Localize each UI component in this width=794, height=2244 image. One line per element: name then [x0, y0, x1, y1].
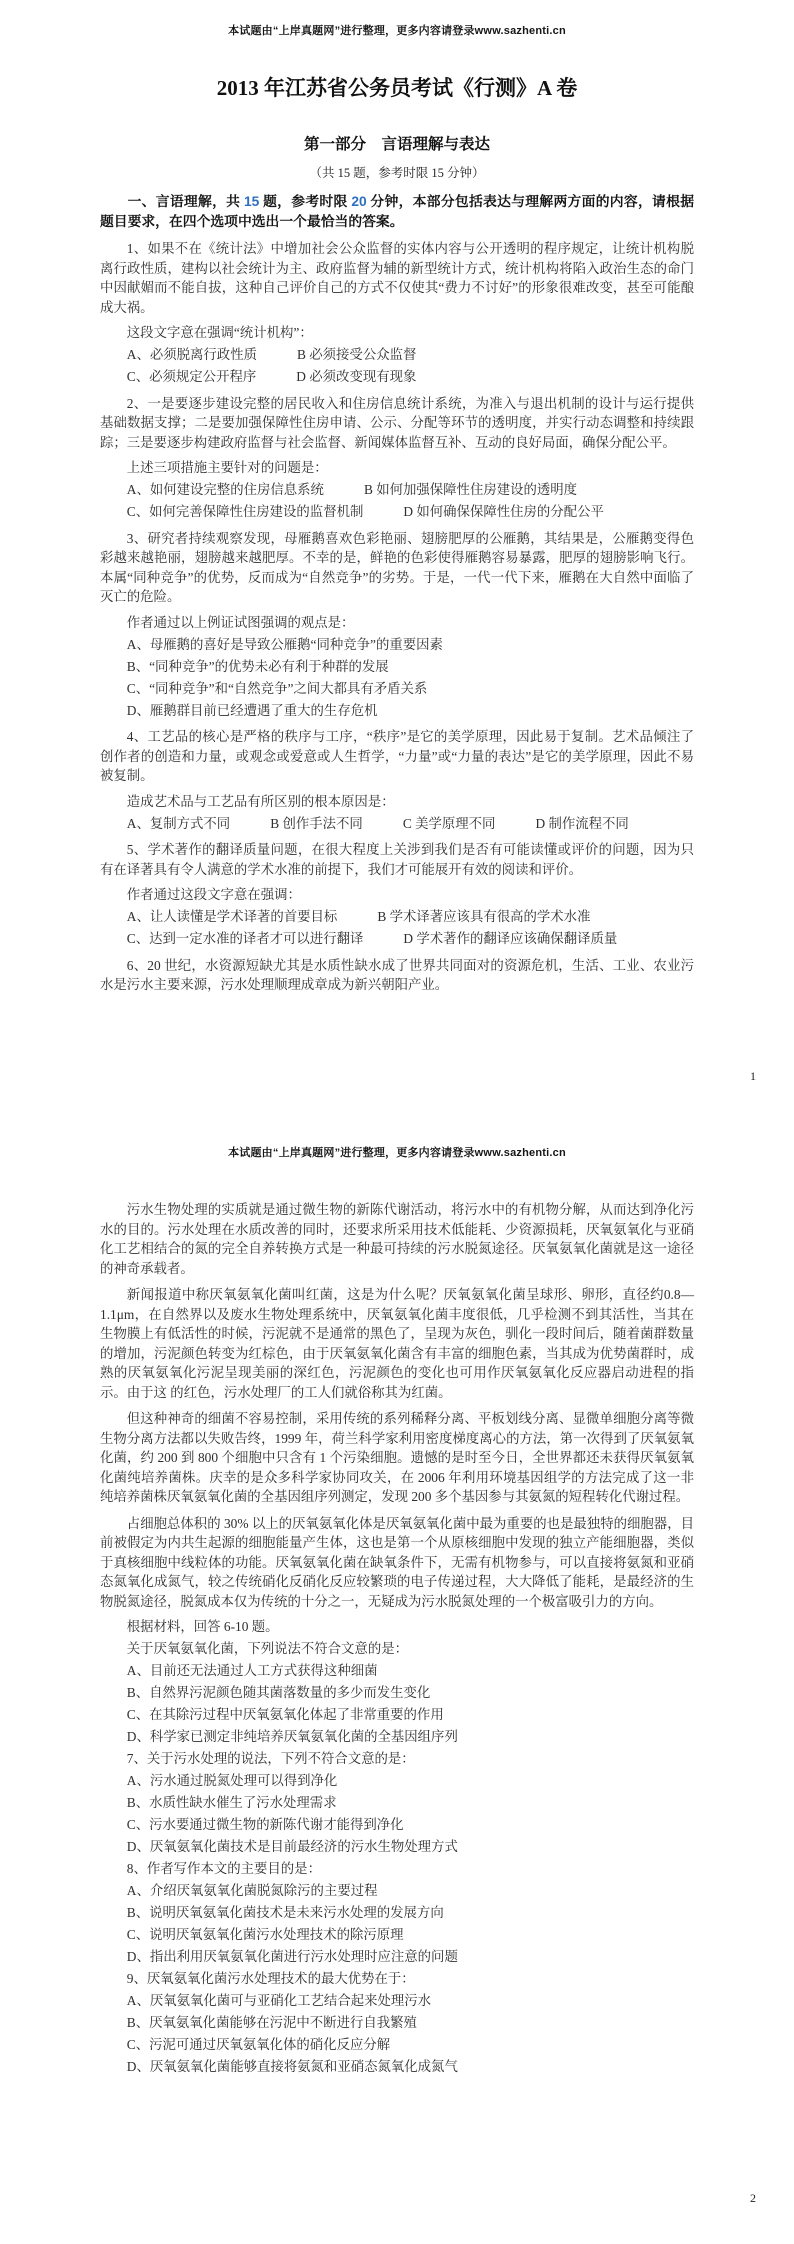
option-line: C、“同种竞争”和“自然竞争”之间大都具有矛盾关系: [126, 680, 428, 696]
prompt-line: 7、关于污水处理的说法，下列不符合文意的是：: [126, 1751, 415, 1766]
option-item: B 学术译著应该具有很高的学术水准: [377, 909, 591, 924]
option-item: A、如何建设完整的住房信息系统: [126, 482, 324, 497]
section-time-note: （共 15 题，参考时限 15 分钟）: [309, 166, 485, 180]
option-item: C、达到一定水准的译者才可以进行翻译: [126, 931, 364, 946]
option-line: B、“同种竞争”的优势未必有利于种群的发展: [126, 658, 389, 674]
question-paragraph: 新闻报道中称厌氧氨氧化菌叫红菌，这是为什么呢？厌氧氨氧化菌呈球形、卵形，直径约0.8—1.1μm，在自然界以及废水生物处理系统中，厌氧氨氧化菌丰度很低，几乎检测不到其活性，当其在生物膜上有低活性的时候，污泥就不是通常的黑色了，呈现为灰色，驯化一段时间后，随着菌群数量的增加，污泥颜色转变为红棕色，由于厌氧氨氧化菌含有丰富的细胞色素，当其成为优势菌群时，成熟的厌氧氨氧化污泥呈现美丽的深红色，污泥颜色的变化也可用作厌氧氨氧化反应器启动进程的指示。由于这 的红色，污水处理厂的工人们就俗称其为红菌。: [100, 1287, 694, 1400]
option-item: C、必须规定公开程序: [126, 369, 257, 384]
option-line: C、污泥可通过厌氧氨氧化体的硝化反应分解: [126, 2037, 391, 2052]
option-line: B、说明厌氧氨氧化菌技术是未来污水处理的发展方向: [126, 1905, 444, 1920]
instruction-text: 分钟，本部分包括表达与理解两方面的内容，请根据题目要求，在四个选项中选出一个最恰当的答案。: [100, 194, 694, 229]
question-paragraph: 但这种神奇的细菌不容易控制，采用传统的系列稀释分离、平板划线分离、显微单细胞分离等微生物分离方法都以失败告终，1999 年，荷兰科学家利用密度梯度离心的方法，第一次得到了厌氧氨氧化菌，约 200 到 800 个细胞中只含有 1 个污染细胞。遗憾的是时至今日，全世界都还未获得厌氧氨氧化菌纯培养菌株。庆幸的是众多科学家协同攻关，在 2006 年利用环境基因组学的方法完成了这一非纯培养菌株厌氧氨氧化菌的全基因组序列测定，发现 200 多个基因参与其氨氮的短程转化代谢过程。: [100, 1411, 694, 1504]
option-line: A、厌氧氨氧化菌可与亚硝化工艺结合起来处理污水: [126, 1993, 432, 2008]
options-row: [100, 929, 694, 949]
options-row: [100, 814, 694, 834]
source-watermark-header: 本试题由“上岸真题网”进行整理，更多内容请登录www.sazhenti.cn: [228, 25, 566, 37]
prompt-line: 关于厌氧氨氧化菌，下列说法不符合文意的是：: [126, 1641, 408, 1656]
option-item: A、复制方式不同: [126, 815, 231, 831]
option-item: D 必须改变现有现象: [296, 369, 417, 384]
section-instructions: [100, 192, 694, 232]
question-paragraph: 5、学术著作的翻译质量问题，在很大程度上关涉到我们是否有可能读懂或评价的问题，因为只有在译著具有令人满意的学术水准的前提下，我们才可能展开有效的阅读和评价。: [100, 842, 694, 877]
option-line: B、水质性缺水催生了污水处理需求: [126, 1795, 337, 1810]
questions-page-1: [100, 239, 694, 995]
option-line: B、厌氧氨氧化菌能够在污泥中不断进行自我繁殖: [126, 2015, 417, 2030]
section-title: 第一部分 言语理解与表达: [303, 136, 490, 153]
options-row: [100, 367, 694, 387]
prompt-line: 作者通过这段文字意在强调：: [126, 887, 301, 902]
prompt-line: 根据材料，回答 6-10 题。: [126, 1619, 279, 1634]
option-line: D、厌氧氨氧化菌技术是目前最经济的污水生物处理方式: [126, 1839, 458, 1854]
option-item: B 必须接受公众监督: [296, 347, 417, 362]
option-item: D 制作流程不同: [535, 815, 629, 831]
instruction-text: 一、言语理解，共: [127, 194, 244, 209]
question-paragraph: 占细胞总体积的 30% 以上的厌氧氨氧化体是厌氧氨氧化菌中最为重要的也是最独特的细胞器，目前被假定为内共生起源的细胞能量产生体，这也是第一个从原核细胞中发现的独立产能细胞器，类似于真核细胞中线粒体的功能。厌氧氨氧化菌在缺氧条件下，无需有机物参与，可以直接将氨氮和亚硝态氮氧化成氮气，较之传统硝化反硝化反应较繁琐的电子传递过程，大大降低了能耗，是最经济的生物脱氮途径，脱氮成本仅为传统的十分之一，无疑成为污水脱氮处理的一个极富吸引力的方向。: [100, 1515, 694, 1609]
question-paragraph: 3、研究者持续观察发现，母雁鹅喜欢色彩艳丽、翅膀肥厚的公雁鹅，其结果是，公雁鹅变得色彩越来越艳丽，翅膀越来越肥厚。不幸的是，鲜艳的色彩使得雁鹅容易暴露，肥厚的翅膀影响飞行。本属“同种竞争”的优势，反而成为“自然竞争”的劣势。于是，一代一代下来，雁鹅在大自然中面临了灭亡的危险。: [100, 530, 694, 604]
instruction-text: 题，参考时限: [259, 194, 352, 209]
options-row: [100, 345, 694, 365]
exam-title: 2013 年江苏省公务员考试《行测》A 卷: [216, 76, 578, 100]
option-item: C 美学原理不同: [402, 815, 496, 831]
instruction-number: 20: [351, 194, 367, 209]
option-line: C、污水要通过微生物的新陈代谢才能得到净化: [126, 1817, 404, 1832]
prompt-line: 8、作者写作本文的主要目的是：: [126, 1861, 321, 1876]
instruction-number: 15: [243, 194, 260, 209]
option-item: A、让人读懂是学术译著的首要目标: [126, 909, 338, 924]
options-row: [100, 907, 694, 927]
question-paragraph: 1、如果不在《统计法》中增加社会公众监督的实体内容与公开透明的程序规定，让统计机构脱离行政性质，建构以社会统计为主、政府监督为辅的新型统计方式，统计机构将陷入政治生态的命门中因献媚而不能自拔，这种自己评价自己的方式不仅使其“费力不讨好”的形象很难改变，甚至可能酿成大祸。: [100, 241, 694, 315]
option-line: C、说明厌氧氨氧化菌污水处理技术的除污原理: [126, 1927, 404, 1942]
option-line: D、指出利用厌氧氨氧化菌进行污水处理时应注意的问题: [126, 1949, 458, 1964]
option-line: C、在其除污过程中厌氧氨氧化体起了非常重要的作用: [126, 1707, 444, 1722]
questions-page-2: [100, 1200, 694, 2077]
option-line: D、科学家已测定非纯培养厌氧氨氧化菌的全基因组序列: [126, 1729, 458, 1744]
options-row: [100, 480, 694, 500]
option-item: C、如何完善保障性住房建设的监督机制: [126, 504, 364, 519]
source-watermark-header: 本试题由“上岸真题网”进行整理，更多内容请登录www.sazhenti.cn: [228, 1147, 566, 1159]
option-item: D 学术著作的翻译应该确保翻译质量: [403, 931, 618, 946]
page-number: 2: [750, 2191, 756, 2205]
prompt-line: 9、厌氧氨氧化菌污水处理技术的最大优势在于：: [126, 1971, 415, 1986]
option-line: A、污水通过脱氮处理可以得到净化: [126, 1773, 338, 1788]
option-line: D、雁鹅群目前已经遭遇了重大的生存危机: [126, 702, 378, 718]
option-item: B 如何加强保障性住房建设的透明度: [363, 482, 578, 497]
option-line: A、介绍厌氧氨氧化菌脱氮除污的主要过程: [126, 1883, 378, 1898]
options-row: [100, 502, 694, 522]
option-line: D、厌氧氨氧化菌能够直接将氨氮和亚硝态氮氧化成氮气: [126, 2059, 458, 2074]
option-item: D 如何确保保障性住房的分配公平: [403, 504, 604, 519]
question-paragraph: 4、工艺品的核心是严格的秩序与工序，“秩序”是它的美学原理，因此易于复制。艺术品倾注了创作者的创造和力量，或观念或爱意或人生哲学，“力量”或“力量的表达”是它的美学原理，因此不易被复制。: [100, 729, 694, 783]
page-number: 1: [750, 1069, 756, 1083]
question-paragraph: 6、20 世纪，水资源短缺尤其是水质性缺水成了世界共同面对的资源危机，生活、工业、农业污水是污水主要来源，污水处理顺理成章成为新兴朝阳产业。: [100, 957, 694, 992]
question-paragraph: 污水生物处理的实质就是通过微生物的新陈代谢活动，将污水中的有机物分解，从而达到净化污水的目的。污水处理在水质改善的同时，还要求所采用技术低能耗、少资源损耗，厌氧氨氧化与亚硝化工艺相结合的氮的完全自养转换方式是一种最可持续的污水脱氮途径。厌氧氨氧化菌就是这一途径的神奇承载者。: [100, 1202, 694, 1276]
prompt-line: 上述三项措施主要针对的问题是：: [126, 460, 328, 475]
prompt-line: 作者通过以上例证试图强调的观点是：: [126, 614, 355, 630]
prompt-line: 这段文字意在强调“统计机构”：: [126, 325, 313, 340]
option-line: B、自然界污泥颜色随其菌落数量的多少而发生变化: [126, 1685, 431, 1700]
option-item: B 创作手法不同: [270, 815, 363, 831]
question-paragraph: 2、一是要逐步建设完整的居民收入和住房信息统计系统，为准入与退出机制的设计与运行提供基础数据支撑；二是要加强保障性住房申请、公示、分配等环节的透明度，并实行动态调整和持续跟踪；三是要逐步构建政府监督与社会监督、新闻媒体监督互补、互动的良好局面，确保分配公平。: [100, 395, 694, 450]
option-line: A、母雁鹅的喜好是导致公雁鹅“同种竞争”的重要因素: [126, 636, 443, 652]
exam-page-2: [0, 1122, 794, 2244]
prompt-line: 造成艺术品与工艺品有所区别的根本原因是：: [126, 793, 395, 809]
option-item: A、必须脱离行政性质: [126, 347, 257, 362]
option-line: A、目前还无法通过人工方式获得这种细菌: [126, 1663, 378, 1678]
